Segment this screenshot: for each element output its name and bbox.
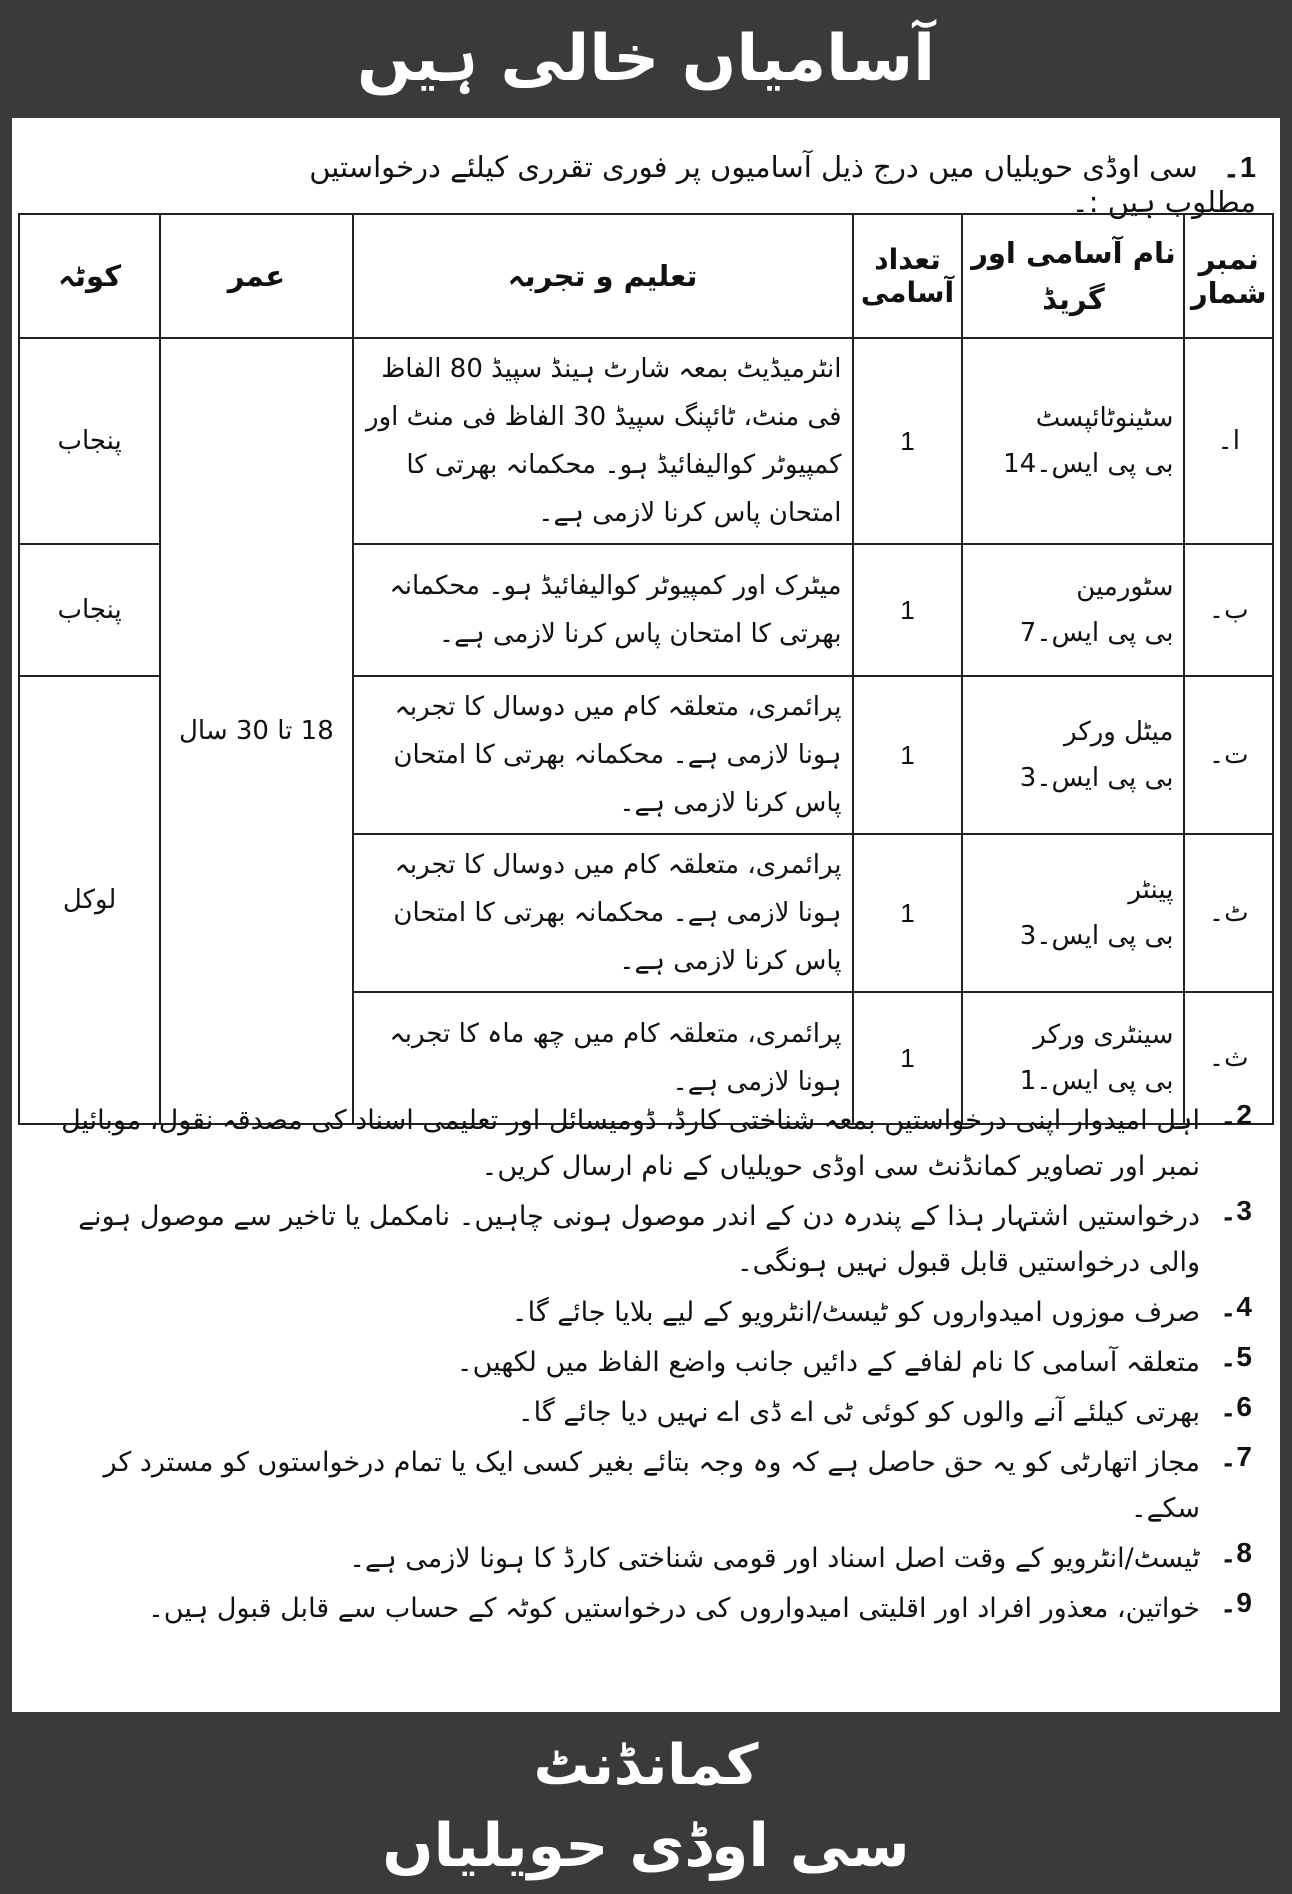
item-text: اہل امیدوار اپنی درخواستیں بمعہ شناختی کارڈ، ڈومیسائل اور تعلیمی اسناد کی مصدقہ نقول، موبائیل نمبر اور تصاویر کمانڈنٹ سی اوڈی حویلیاں کے نام ارسال کریں۔ [61, 1105, 1200, 1182]
row-education: میٹرک اور کمپیوٹر کوالیفائیڈ ہو۔ محکمانہ بھرتی کا امتحان پاس کرنا لازمی ہے۔ [353, 544, 853, 676]
list-item [36, 1098, 1252, 1190]
header-quota: کوٹہ [19, 214, 160, 338]
post-grade: بی پی ایس۔1 [1019, 1066, 1174, 1096]
item-number: 7۔ [1220, 1441, 1252, 1472]
item-number: 4۔ [1220, 1291, 1252, 1322]
list-item [36, 1440, 1252, 1532]
item-text: صرف موزوں امیدواروں کو ٹیسٹ/انٹرویو کے لیے بلایا جائے گا۔ [511, 1297, 1200, 1328]
item-number: 5۔ [1220, 1341, 1252, 1372]
row-education: انٹرمیڈیٹ بمعہ شارٹ ہینڈ سپیڈ 80 الفاظ فی منٹ، ٹائپنگ سپیڈ 30 الفاظ فی منٹ اور کمپیوٹر کوالیفائیڈ ہو۔ محکمانہ بھرتی کا امتحان پاس کرنا لازمی ہے۔ [353, 338, 853, 544]
item-number: 8۔ [1220, 1537, 1252, 1568]
row-quota: پنجاب [19, 544, 160, 676]
post-name: سٹورمین [1076, 572, 1174, 602]
table-row [19, 338, 1273, 544]
post-name: پینٹر [1128, 875, 1174, 905]
row-serial: ب۔ [1184, 544, 1273, 676]
row-post [962, 544, 1184, 676]
row-count: 1 [853, 992, 963, 1124]
signatory-unit: سی اوڈی حویلیاں [382, 1811, 910, 1881]
row-serial: ٹ۔ [1184, 834, 1273, 992]
header-count: تعداد آسامی [853, 214, 963, 338]
item-number: 9۔ [1220, 1587, 1252, 1618]
row-count: 1 [853, 338, 963, 544]
header-banner [0, 0, 1292, 118]
row-quota-local: لوکل [19, 676, 160, 1124]
page-title: آسامیاں خالی ہیں [356, 22, 936, 96]
list-item [36, 1290, 1252, 1336]
row-post [962, 834, 1184, 992]
item-text: بھرتی کیلئے آنے والوں کو کوئی ٹی اے ڈی اے نہیں دیا جائے گا۔ [517, 1397, 1200, 1428]
row-education: پرائمری، متعلقہ کام میں چھ ماہ کا تجربہ ہونا لازمی ہے۔ [353, 992, 853, 1124]
item-number: 6۔ [1220, 1391, 1252, 1422]
row-post [962, 676, 1184, 834]
row-serial: ت۔ [1184, 676, 1273, 834]
list-item [36, 1536, 1252, 1582]
list-item [36, 1194, 1252, 1286]
post-grade: بی پی ایس۔14 [1003, 449, 1174, 479]
item-text: مجاز اتھارٹی کو یہ حق حاصل ہے کہ وہ وجہ بتائے بغیر کسی ایک یا تمام درخواستوں کو مسترد کر سکے۔ [103, 1447, 1200, 1524]
header-education: تعلیم و تجربہ [353, 214, 853, 338]
item-text: درخواستیں اشتہار ہذا کے پندرہ دن کے اندر موصول ہونی چاہیں۔ نامکمل یا تاخیر سے موصول ہونے والی درخواستیں قابل قبول نہیں ہونگی۔ [78, 1201, 1200, 1278]
age-cell: 18 تا 30 سال [160, 338, 352, 1124]
table-header-row [19, 214, 1273, 338]
signatory-title: کمانڈنٹ [533, 1733, 759, 1798]
post-grade: بی پی ایس۔3 [1019, 763, 1174, 793]
intro-text: سی اوڈی حویلیاں میں درج ذیل آسامیوں پر فوری تقرری کیلئے درخواستیں مطلوب ہیں :۔ [309, 150, 1256, 219]
item-text: خواتین، معذور افراد اور اقلیتی امیدواروں کی درخواستیں کوٹہ کے حساب سے قابل قبول ہیں۔ [147, 1593, 1200, 1624]
item-number: 2۔ [1220, 1099, 1252, 1130]
intro-number: 1۔ [1222, 152, 1256, 184]
row-education: پرائمری، متعلقہ کام میں دوسال کا تجربہ ہونا لازمی ہے۔ محکمانہ بھرتی کا امتحان پاس کرنا لازمی ہے۔ [353, 676, 853, 834]
post-name: سینٹری ورکر [1033, 1020, 1174, 1050]
row-count: 1 [853, 676, 963, 834]
terms-list [36, 1098, 1252, 1636]
row-post [962, 338, 1184, 544]
list-item [36, 1586, 1252, 1632]
header-serial: نمبر شمار [1184, 214, 1273, 338]
header-post: نام آسامی اور گریڈ [962, 214, 1184, 338]
post-grade: بی پی ایس۔3 [1019, 921, 1174, 951]
row-count: 1 [853, 834, 963, 992]
row-count: 1 [853, 544, 963, 676]
post-name: سٹینوٹائپسٹ [1035, 403, 1174, 433]
post-grade: بی پی ایس۔7 [1019, 618, 1174, 648]
header-age: عمر [160, 214, 352, 338]
item-text: ٹیسٹ/انٹرویو کے وقت اصل اسناد اور قومی شناختی کارڈ کا ہونا لازمی ہے۔ [349, 1543, 1200, 1574]
post-name: میٹل ورکر [1064, 717, 1174, 747]
footer-banner [0, 1712, 1292, 1894]
row-serial: ا۔ [1184, 338, 1273, 544]
intro-paragraph [300, 150, 1256, 219]
list-item [36, 1340, 1252, 1386]
row-quota: پنجاب [19, 338, 160, 544]
vacancies-table [18, 213, 1274, 1125]
item-text: متعلقہ آسامی کا نام لفافے کے دائیں جانب واضع الفاظ میں لکھیں۔ [456, 1347, 1200, 1378]
item-number: 3۔ [1220, 1195, 1252, 1226]
list-item [36, 1390, 1252, 1436]
row-serial: ث۔ [1184, 992, 1273, 1124]
row-education: پرائمری، متعلقہ کام میں دوسال کا تجربہ ہونا لازمی ہے۔ محکمانہ بھرتی کا امتحان پاس کرنا لازمی ہے۔ [353, 834, 853, 992]
